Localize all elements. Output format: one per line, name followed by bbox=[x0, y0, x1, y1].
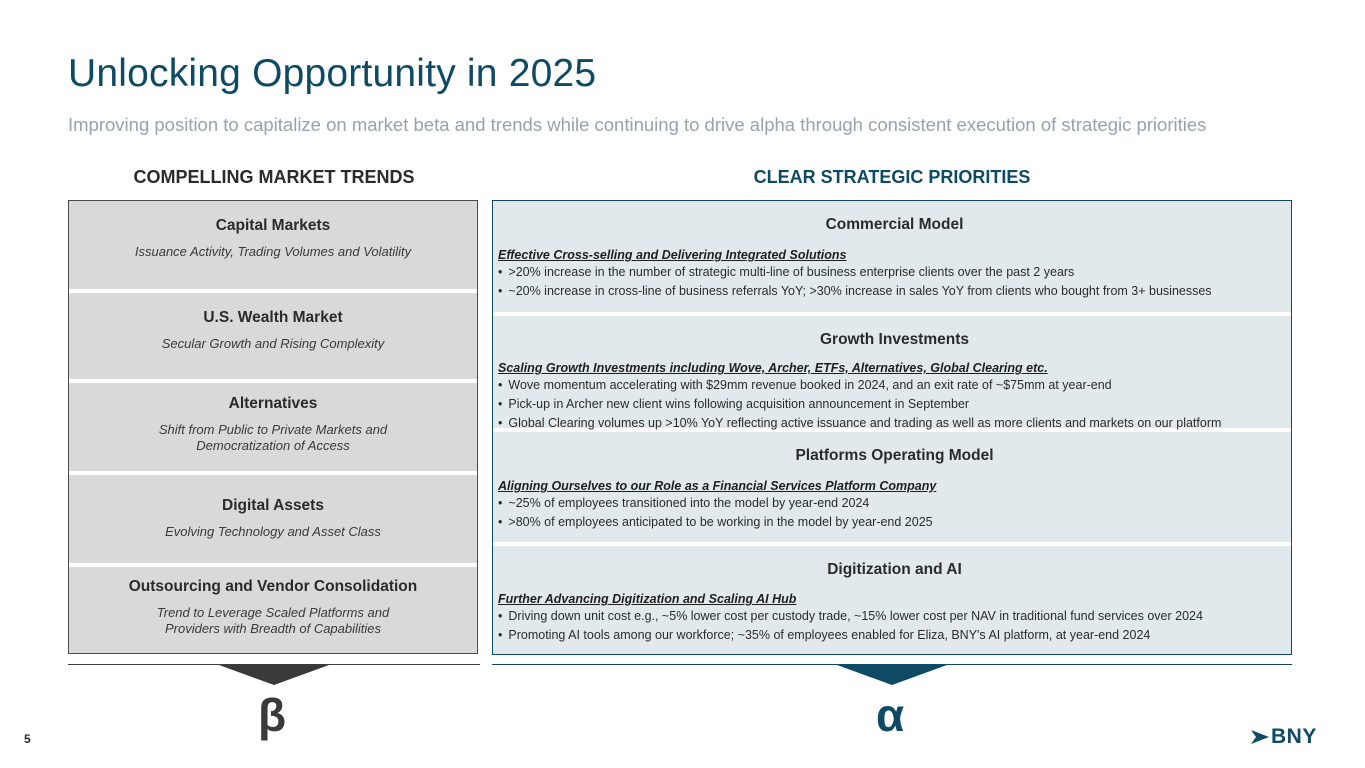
priority-bullets bbox=[498, 607, 1291, 645]
trend-subtitle: Issuance Activity, Trading Volumes and Volatility bbox=[134, 244, 412, 259]
bullet-item: • Driving down unit cost e.g., ~5% lower cost per custody trade, ~15% lower cost per NAV in traditional fund services over 2024 bbox=[498, 607, 1291, 626]
beta-arrow-icon bbox=[219, 665, 329, 685]
page-number: 5 bbox=[24, 732, 31, 746]
arrow-logo-icon bbox=[1251, 730, 1269, 744]
priority-subtitle: Aligning Ourselves to our Role as a Financial Services Platform Company bbox=[498, 479, 937, 493]
priority-subtitle: Scaling Growth Investments including Wove, Archer, ETFs, Alternatives, Global Clearing etc. bbox=[498, 361, 1048, 375]
alpha-arrow-icon bbox=[837, 665, 947, 685]
trend-subtitle: Shift from Public to Private Markets and Democratization of Access bbox=[158, 422, 388, 453]
trend-title: U.S. Wealth Market bbox=[203, 309, 343, 326]
priority-title: Growth Investments bbox=[820, 331, 969, 348]
beta-symbol: β bbox=[258, 689, 287, 741]
priority-subtitle: Effective Cross-selling and Delivering Integrated Solutions bbox=[498, 248, 847, 262]
trend-card-capital-markets bbox=[69, 201, 477, 289]
trend-subtitle: Evolving Technology and Asset Class bbox=[165, 524, 381, 539]
priority-card-growth-investments bbox=[493, 316, 1291, 428]
priority-subtitle: Further Advancing Digitization and Scaling AI Hub bbox=[498, 592, 797, 606]
bullet-item: • Pick-up in Archer new client wins following acquisition announcement in September bbox=[498, 395, 1291, 414]
priority-bullets bbox=[498, 263, 1291, 301]
bullet-item: • ~25% of employees transitioned into the model by year-end 2024 bbox=[498, 494, 1291, 513]
trend-card-alternatives bbox=[69, 383, 477, 471]
bny-logo bbox=[1251, 725, 1317, 749]
trend-card-digital-assets bbox=[69, 475, 477, 563]
priority-bullets bbox=[498, 494, 1291, 532]
bullet-item: • ~20% increase in cross-line of business referrals YoY; >30% increase in sales YoY from clients who bought from 3+ businesses bbox=[498, 282, 1291, 301]
trend-card-outsourcing bbox=[69, 567, 477, 653]
bullet-item: • Wove momentum accelerating with $29mm revenue booked in 2024, and an exit rate of ~$75mm at year-end bbox=[498, 376, 1291, 395]
logo-wordmark: BNY bbox=[1271, 725, 1317, 748]
bullet-item: • >20% increase in the number of strategic multi-line of business enterprise clients over the past 2 years bbox=[498, 263, 1291, 282]
market-trends-panel bbox=[68, 200, 478, 654]
market-trends-heading: COMPELLING MARKET TRENDS bbox=[133, 167, 415, 187]
priority-title: Digitization and AI bbox=[827, 561, 962, 578]
bullet-item: • Promoting AI tools among our workforce; ~35% of employees enabled for Eliza, BNY's AI platform, at year-end 2024 bbox=[498, 626, 1291, 645]
priority-title: Platforms Operating Model bbox=[795, 447, 994, 464]
trend-card-us-wealth-market bbox=[69, 293, 477, 379]
slide-subtitle: Improving position to capitalize on market beta and trends while continuing to drive alpha through consistent execution of strategic priorities bbox=[68, 114, 1207, 135]
priority-bullets bbox=[498, 376, 1291, 433]
trend-title: Digital Assets bbox=[222, 497, 324, 514]
trend-title: Capital Markets bbox=[215, 217, 331, 234]
trend-subtitle: Trend to Leverage Scaled Platforms and Providers with Breadth of Capabilities bbox=[156, 605, 390, 636]
priority-card-digitization-ai bbox=[493, 546, 1291, 654]
alpha-symbol: α bbox=[876, 689, 905, 741]
priority-card-platforms-operating-model bbox=[493, 432, 1291, 542]
strategic-priorities-panel bbox=[492, 200, 1292, 655]
bullet-item: • >80% of employees anticipated to be working in the model by year-end 2025 bbox=[498, 513, 1291, 532]
priority-title: Commercial Model bbox=[825, 216, 964, 233]
trend-subtitle: Secular Growth and Rising Complexity bbox=[161, 336, 385, 351]
priority-card-commercial-model bbox=[493, 201, 1291, 312]
strategic-priorities-heading: CLEAR STRATEGIC PRIORITIES bbox=[753, 167, 1031, 187]
trend-title: Outsourcing and Vendor Consolidation bbox=[128, 578, 418, 595]
trend-title: Alternatives bbox=[228, 395, 318, 412]
bullet-item: • Global Clearing volumes up >10% YoY reflecting active issuance and trading as well as more clients and markets on our platform bbox=[498, 414, 1291, 433]
slide-title: Unlocking Opportunity in 2025 bbox=[68, 52, 597, 95]
